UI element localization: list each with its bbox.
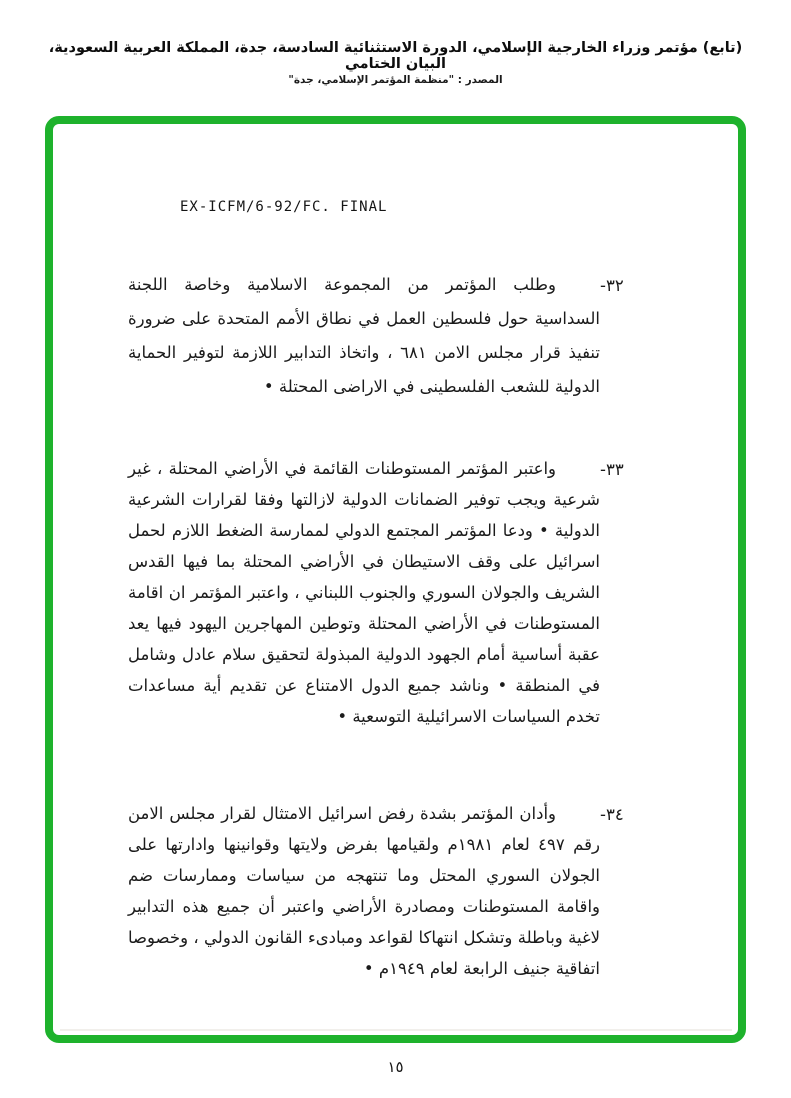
paragraph-34	[128, 798, 648, 984]
document-reference-code: EX-ICFM/6-92/FC. FINAL	[180, 199, 388, 215]
paragraph-text: واعتبر المؤتمر المستوطنات القائمة في الأراضي المحتلة ، غير شرعية ويجب توفير الضمانات الدولية لازالتها وفقا لقرارات الشرعية الدولية • ودعا المؤتمر المجتمع الدولي لممارسة الضغط اللازم لحمل اسرائيل على وقف الاستيطان في الأراضي المحتلة بما فيها القدس الشريف والجولان السوري والجنوب اللبناني ، واعتبر المؤتمر ان اقامة المستوطنات في الأراضي المحتلة وتوطين المهاجرين اليهود فيها يعد عقبة أساسية أمام الجهود الدولية المبذولة لتحقيق سلام عادل وشامل في المنطقة • وناشد جميع الدول الامتناع عن تقديم أية مساعدات تخدم السياسات الاسرائيلية التوسعية •	[128, 459, 600, 726]
scan-artifact-line	[60, 1029, 732, 1031]
paragraph-33	[128, 453, 648, 732]
page-number: ١٥	[387, 1058, 404, 1076]
paragraph-text: وأدان المؤتمر بشدة رفض اسرائيل الامتثال لقرار مجلس الامن رقم ٤٩٧ لعام ١٩٨١م ولقيامها بفرض ولايتها وقوانينها وادارتها على الجولان السوري المحتل وما تنتهجه من سياسات وممارسات ضم واقامة المستوطنات ومصادرة الأراضي واعتبر أن جميع هذه التدابير لاغية وباطلة وتشكل انتهاكا لقواعد ومبادىء القانون الدولي ، وخصوصا اتفاقية جنيف الرابعة لعام ١٩٤٩م •	[128, 804, 600, 978]
paragraph-number: -٣٢	[600, 276, 624, 295]
document-header-title: (تابع) مؤتمر وزراء الخارجية الإسلامي، الدورة الاستثنائية السادسة، جدة، المملكة العربية السعودية، البيان الختامي	[48, 40, 743, 72]
paragraph-number: -٣٤	[600, 805, 624, 824]
document-source-line: المصدر : "منظمة المؤتمر الإسلامي، جدة"	[288, 74, 503, 86]
paragraph-number: -٣٣	[600, 460, 624, 479]
paragraph-32	[128, 268, 648, 404]
paragraph-text: وطلب المؤتمر من المجموعة الاسلامية وخاصة اللجنة السداسية حول فلسطين العمل في نطاق الأمم المتحدة على ضرورة تنفيذ قرار مجلس الامن ٦٨١ ، واتخاذ التدابير اللازمة لتوفير الحماية الدولية للشعب الفلسطينى في الاراضى المحتلة •	[128, 275, 600, 396]
